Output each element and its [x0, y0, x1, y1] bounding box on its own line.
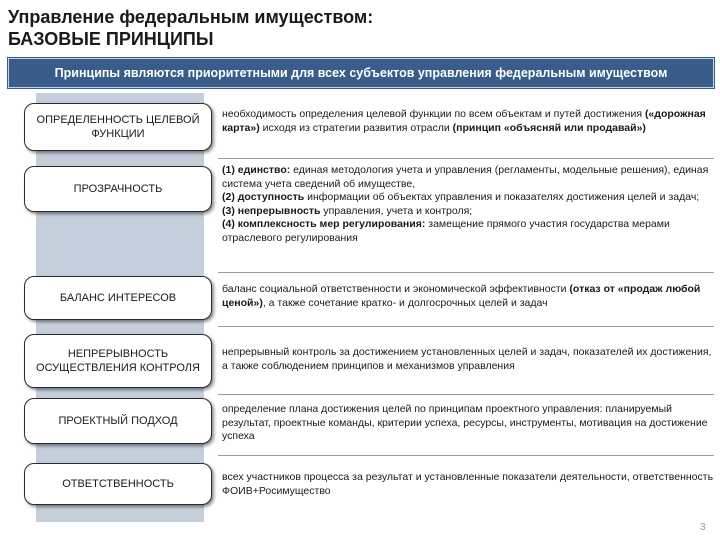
desc-segment: (отказ от «продаж любой ценой») — [222, 283, 701, 309]
desc-segment: (4) комплексность мер регулирования: — [222, 218, 426, 231]
desc-segment: (принцип «объясняй или продавай») — [452, 121, 646, 134]
principle-desc-transparency — [222, 164, 714, 246]
desc-segment: (1) единство: — [222, 164, 291, 176]
principle-label-balance: БАЛАНС ИНТЕРЕСОВ — [24, 276, 212, 320]
desc-segment: (2) доступность — [222, 191, 305, 204]
desc-segment: всех участников процесса за результат и установленные показатели деятельности, ответственность ФОИВ+Росимущество — [222, 471, 714, 497]
principle-label-responsibility: ОТВЕТСТВЕННОСТЬ — [24, 463, 212, 505]
principles-banner: Принципы являются приоритетными для всех субъектов управления федеральным имуществом — [8, 58, 714, 88]
row-separator — [218, 394, 714, 395]
principle-label-certainty: ОПРЕДЕЛЕННОСТЬ ЦЕЛЕВОЙ ФУНКЦИИ — [24, 103, 212, 151]
row-separator — [218, 455, 714, 456]
desc-segment: баланс социальной ответственности и экономической эффективности — [222, 283, 570, 295]
desc-segment: определение плана достижения целей по принципам проектного управления: планируемый результат, проектные команды, критерии успеха, ресурсы, инструменты, мотивация на достижение успеха — [222, 403, 708, 443]
desc-segment: исходя из стратегии развития отрасли — [259, 121, 453, 134]
desc-segment: необходимость определения целевой функции по всем объектам и путей достижения — [222, 108, 645, 120]
principle-label-control: НЕПРЕРЫВНОСТЬ ОСУЩЕСТВЛЕНИЯ КОНТРОЛЯ — [24, 334, 212, 388]
desc-segment: , а также сочетание кратко- и долгосрочных целей и задач — [262, 296, 548, 309]
principle-desc-project — [222, 403, 714, 444]
principle-desc-control — [222, 346, 714, 373]
desc-segment: замещение прямого участия государства мерами отраслевого регулирования — [222, 218, 670, 244]
desc-segment: информации об объектах управления и показателях достижения целей и задач; — [304, 191, 700, 204]
principle-desc-balance — [222, 283, 714, 310]
title-line-1: Управление федеральным имуществом: — [8, 7, 374, 27]
desc-segment: (3) непрерывность — [222, 204, 321, 217]
principle-label-transparency: ПРОЗРАЧНОСТЬ — [24, 166, 212, 212]
page-number: 3 — [700, 522, 706, 533]
page-title — [8, 6, 708, 50]
title-line-2: БАЗОВЫЕ ПРИНЦИПЫ — [8, 29, 214, 49]
principle-desc-certainty — [222, 108, 714, 135]
desc-segment: единая методология учета и управления (регламенты, модельные решения), единая система учета сведений об имуществе, — [222, 164, 709, 190]
principle-label-project: ПРОЕКТНЫЙ ПОДХОД — [24, 398, 212, 444]
principle-desc-responsibility — [222, 471, 714, 498]
desc-segment: управления, учета и контроля; — [320, 204, 473, 217]
desc-segment: непрерывный контроль за достижением установленных целей и задач, показателей их достижения, а также соблюдением принципов и механизмов управления — [222, 346, 712, 372]
row-separator — [218, 326, 714, 327]
row-separator — [218, 158, 714, 159]
row-separator — [218, 272, 714, 273]
desc-segment: («дорожная карта») — [222, 108, 706, 134]
